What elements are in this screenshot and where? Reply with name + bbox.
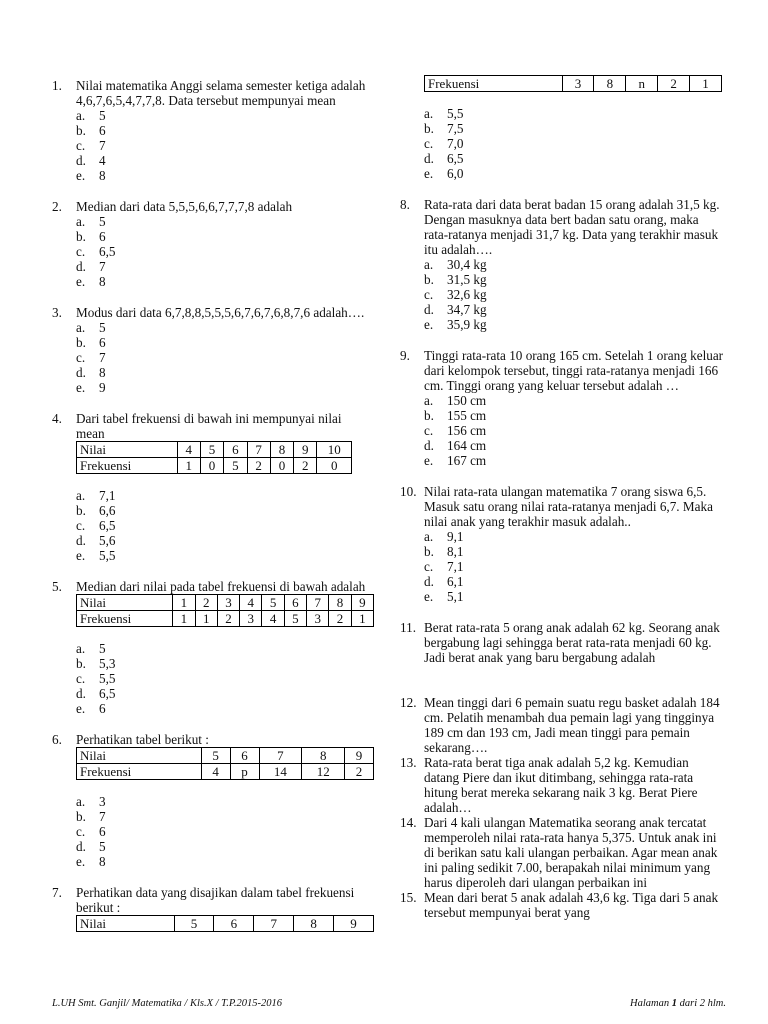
answer-option [76, 641, 372, 656]
option-letter: d. [76, 686, 86, 701]
answer-option [76, 138, 372, 153]
option-text: 5,1 [447, 589, 464, 604]
answer-option [76, 274, 372, 289]
option-text: 6,5 [447, 151, 464, 166]
answer-option [424, 589, 725, 604]
answer-option [424, 559, 725, 574]
table-cell: 8 [302, 748, 345, 764]
answer-option [76, 320, 372, 335]
table-cell: 5 [284, 611, 306, 627]
table-row [77, 442, 352, 458]
table-cell: 1 [173, 595, 195, 611]
option-text: 8,1 [447, 544, 464, 559]
answer-option [76, 229, 372, 244]
answer-option [76, 839, 372, 854]
option-text: 7 [99, 259, 106, 274]
question-text: Median dari data 5,5,5,6,6,7,7,7,8 adalah [76, 199, 293, 214]
table-cell: 7 [259, 748, 302, 764]
option-text: 6 [99, 824, 106, 839]
option-text: 7 [99, 809, 106, 824]
table-cell: 1 [177, 458, 200, 474]
option-letter: e. [76, 854, 86, 869]
table-row [77, 458, 352, 474]
table-cell: 2 [247, 458, 270, 474]
question-text: Perhatikan tabel berikut : [76, 732, 209, 747]
table-row-label: Nilai [77, 442, 178, 458]
option-letter: d. [76, 533, 86, 548]
answer-options [76, 488, 372, 563]
question-7 [52, 885, 372, 932]
table-cell: 9 [294, 442, 317, 458]
table-row [77, 611, 374, 627]
option-text: 164 cm [447, 438, 487, 453]
table-cell: 3 [562, 76, 594, 92]
answer-option [76, 656, 372, 671]
question-2 [52, 199, 372, 289]
option-letter: e. [76, 168, 86, 183]
option-letter: b. [76, 123, 86, 138]
option-text: 6,5 [99, 686, 116, 701]
answer-option [76, 259, 372, 274]
option-letter: e. [424, 317, 434, 332]
question-number: 9. [400, 348, 410, 363]
option-text: 155 cm [447, 408, 487, 423]
option-text: 5 [99, 839, 106, 854]
option-letter: d. [424, 438, 434, 453]
option-letter: b. [424, 121, 434, 136]
answer-option [424, 136, 725, 151]
table-cell: 0 [317, 458, 352, 474]
table-row-label: Frekuensi [77, 764, 202, 780]
table-cell: 9 [334, 916, 374, 932]
table-cell: 8 [594, 76, 626, 92]
option-text: 34,7 kg [447, 302, 487, 317]
option-text: 5 [99, 320, 106, 335]
option-text: 7,1 [99, 488, 116, 503]
option-letter: b. [424, 272, 434, 287]
question-number: 3. [52, 305, 62, 320]
option-letter: b. [76, 229, 86, 244]
table-cell: 5 [174, 916, 214, 932]
option-letter: d. [424, 302, 434, 317]
table-cell: n [626, 76, 658, 92]
answer-option [424, 423, 725, 438]
option-letter: e. [76, 701, 86, 716]
table-cell: 2 [329, 611, 351, 627]
answer-option [76, 503, 372, 518]
table-cell: 3 [217, 595, 239, 611]
option-text: 9 [99, 380, 106, 395]
answer-options [76, 320, 372, 395]
table-cell: 2 [217, 611, 239, 627]
option-text: 6,0 [447, 166, 464, 181]
option-letter: c. [424, 423, 434, 438]
question-number: 15. [400, 890, 417, 905]
option-letter: b. [424, 408, 434, 423]
answer-option [76, 548, 372, 563]
answer-option [424, 393, 725, 408]
table-cell: 6 [224, 442, 247, 458]
table-cell: 6 [214, 916, 254, 932]
question-8 [400, 197, 725, 332]
table-cell: 7 [307, 595, 329, 611]
option-text: 5,5 [99, 548, 116, 563]
option-text: 6 [99, 701, 106, 716]
answer-option [424, 151, 725, 166]
question-text: Berat rata-rata 5 orang anak adalah 62 kg. Seorang anak bergabung lagi sehingga berat rata-rata menjadi 60 kg. Jadi berat anak yang baru bergabung adalah [424, 620, 720, 665]
table-cell: 5 [200, 442, 223, 458]
option-letter: d. [424, 151, 434, 166]
question-text: Mean tinggi dari 6 pemain suatu regu basket adalah 184 cm. Pelatih menambah dua pemain lagi yang tingginya 189 cm dan 193 cm, Jadi mean tinggi para pemain sekarang…. [424, 695, 720, 755]
question-number: 5. [52, 579, 62, 594]
option-text: 9,1 [447, 529, 464, 544]
answer-option [76, 488, 372, 503]
answer-option [76, 533, 372, 548]
answer-option [424, 408, 725, 423]
answer-option [76, 701, 372, 716]
option-letter: a. [76, 320, 86, 335]
footer-page-prefix: Halaman [630, 998, 672, 1009]
footer-page-number: 1 [671, 998, 677, 1009]
question-number: 10. [400, 484, 417, 499]
option-letter: b. [76, 335, 86, 350]
table-cell: 14 [259, 764, 302, 780]
option-text: 31,5 kg [447, 272, 487, 287]
question-15 [400, 890, 725, 920]
option-letter: b. [76, 656, 86, 671]
option-text: 6 [99, 335, 106, 350]
table-cell: 8 [329, 595, 351, 611]
option-text: 8 [99, 365, 106, 380]
option-text: 6,1 [447, 574, 464, 589]
table-cell: 9 [345, 748, 374, 764]
table-row [77, 595, 374, 611]
table-cell: 6 [284, 595, 306, 611]
question-text: Dari tabel frekuensi di bawah ini mempunyai nilai mean [76, 411, 342, 441]
answer-option [424, 438, 725, 453]
question-text: Rata-rata berat tiga anak adalah 5,2 kg. Kemudian datang Piere dan ikut ditimbang, sehingga rata-rata hitung berat mereka sekarang naik 3 kg. Berat Piere adalah… [424, 755, 698, 815]
option-letter: c. [424, 287, 434, 302]
question-number: 1. [52, 78, 62, 93]
option-letter: a. [424, 106, 434, 121]
answer-option [424, 257, 725, 272]
option-letter: a. [424, 529, 434, 544]
question-number: 7. [52, 885, 62, 900]
table-cell: 1 [351, 611, 373, 627]
answer-option [76, 244, 372, 259]
table-cell: 4 [201, 764, 230, 780]
option-letter: e. [76, 548, 86, 563]
question-text: Tinggi rata-rata 10 orang 165 cm. Setelah 1 orang keluar dari kelompok tersebut, tinggi rata-ratanya menjadi 166 cm. Tinggi orang yang keluar tersebut adalah … [424, 348, 724, 393]
option-text: 156 cm [447, 423, 487, 438]
table-cell: 3 [307, 611, 329, 627]
table-cell: 0 [270, 458, 293, 474]
answer-option [76, 686, 372, 701]
answer-option [76, 809, 372, 824]
option-text: 5,5 [99, 671, 116, 686]
question-4 [52, 411, 372, 563]
option-text: 150 cm [447, 393, 487, 408]
footer-right [630, 996, 726, 1011]
answer-option [424, 574, 725, 589]
table-cell: 5 [224, 458, 247, 474]
option-text: 6 [99, 123, 106, 138]
question-text: Rata-rata dari data berat badan 15 orang adalah 31,5 kg. Dengan masuknya data bert badan satu orang, maka rata-ratanya menjadi 31,7 kg. Data yang terakhir masuk itu adalah…. [424, 197, 720, 257]
question-3 [52, 305, 372, 395]
table-cell: 6 [230, 748, 259, 764]
table-cell: 0 [200, 458, 223, 474]
question-7-continuation [400, 75, 725, 181]
footer-page-suffix: dari 2 hlm. [676, 998, 726, 1009]
answer-option [76, 380, 372, 395]
table-cell: 4 [240, 595, 262, 611]
option-text: 32,6 kg [447, 287, 487, 302]
table-row-label: Nilai [77, 916, 175, 932]
table-row [77, 748, 374, 764]
question-number: 12. [400, 695, 417, 710]
option-text: 7,5 [447, 121, 464, 136]
option-text: 5,5 [447, 106, 464, 121]
option-text: 6,5 [99, 244, 116, 259]
table-cell: 8 [270, 442, 293, 458]
frequency-table [76, 594, 374, 627]
option-letter: d. [424, 574, 434, 589]
answer-options [76, 794, 372, 869]
answer-option [76, 794, 372, 809]
question-number: 4. [52, 411, 62, 426]
answer-option [76, 123, 372, 138]
option-letter: c. [76, 518, 86, 533]
table-cell: 1 [173, 611, 195, 627]
answer-option [76, 350, 372, 365]
frequency-table [424, 75, 722, 92]
option-text: 6 [99, 229, 106, 244]
table-cell: 2 [345, 764, 374, 780]
answer-options [424, 106, 725, 181]
table-cell: 1 [690, 76, 722, 92]
table-cell: 4 [177, 442, 200, 458]
table-cell: 2 [294, 458, 317, 474]
option-text: 5 [99, 108, 106, 123]
answer-option [76, 365, 372, 380]
option-text: 7,0 [447, 136, 464, 151]
answer-options [76, 214, 372, 289]
answer-option [424, 121, 725, 136]
question-13 [400, 755, 725, 815]
question-text: Median dari nilai pada tabel frekuensi di bawah adalah [76, 579, 366, 594]
option-letter: d. [76, 839, 86, 854]
answer-option [76, 518, 372, 533]
question-number: 11. [400, 620, 416, 635]
answer-options [424, 257, 725, 332]
answer-option [76, 671, 372, 686]
answer-options [76, 641, 372, 716]
question-1 [52, 78, 372, 183]
answer-option [76, 108, 372, 123]
footer-left: L.UH Smt. Ganjil/ Matematika / Kls.X / T.P.2015-2016 [52, 998, 283, 1009]
question-text: Nilai rata-rata ulangan matematika 7 orang siswa 6,5. Masuk satu orang nilai rata-ratanya menjadi 6,7. Maka nilai anak yang terakhir masuk adalah.. [424, 484, 713, 529]
question-number: 8. [400, 197, 410, 212]
question-text: Dari 4 kali ulangan Matematika seorang anak tercatat memperoleh nilai rata-rata hanya 5,375. Untuk anak ini di berikan satu kali ulangan perbaikan. Agar mean anak ini paling sedikit 7.00, berapakah nilai minimum yang harus diperoleh dari ulangan perbaikan ini [424, 815, 718, 890]
option-letter: e. [76, 380, 86, 395]
answer-option [424, 317, 725, 332]
option-letter: c. [76, 350, 86, 365]
question-number: 6. [52, 732, 62, 747]
option-text: 35,9 kg [447, 317, 487, 332]
question-text: Perhatikan data yang disajikan dalam tabel frekuensi berikut : [76, 885, 355, 915]
question-text: Mean dari berat 5 anak adalah 43,6 kg. Tiga dari 5 anak tersebut mempunyai berat yang [424, 890, 719, 920]
option-letter: c. [76, 244, 86, 259]
option-text: 30,4 kg [447, 257, 487, 272]
option-letter: d. [76, 153, 86, 168]
option-letter: c. [424, 559, 434, 574]
frequency-table [76, 441, 352, 474]
option-letter: a. [424, 257, 434, 272]
option-text: 5,3 [99, 656, 116, 671]
answer-options [424, 393, 725, 468]
answer-options [424, 529, 725, 604]
option-letter: c. [76, 671, 86, 686]
option-letter: d. [76, 259, 86, 274]
option-text: 7 [99, 138, 106, 153]
option-text: 5,6 [99, 533, 116, 548]
table-row [425, 76, 722, 92]
option-text: 6,6 [99, 503, 116, 518]
table-row [77, 764, 374, 780]
option-text: 8 [99, 854, 106, 869]
right-column [400, 78, 725, 920]
option-text: 4 [99, 153, 106, 168]
question-6 [52, 732, 372, 869]
table-cell: 8 [294, 916, 334, 932]
answer-option [76, 335, 372, 350]
question-12 [400, 695, 725, 755]
answer-option [424, 453, 725, 468]
question-text: Modus dari data 6,7,8,8,5,5,5,6,7,6,7,6,8,7,6 adalah…. [76, 305, 365, 320]
answer-option [424, 287, 725, 302]
answer-option [424, 106, 725, 121]
option-letter: e. [424, 589, 434, 604]
option-letter: a. [76, 488, 86, 503]
answer-option [424, 302, 725, 317]
option-letter: d. [76, 365, 86, 380]
option-letter: b. [424, 544, 434, 559]
answer-option [424, 529, 725, 544]
question-text: Nilai matematika Anggi selama semester ketiga adalah 4,6,7,6,5,4,7,7,8. Data tersebut mempunyai mean [76, 78, 366, 108]
option-text: 8 [99, 168, 106, 183]
answer-option [76, 854, 372, 869]
table-cell: 12 [302, 764, 345, 780]
option-letter: b. [76, 503, 86, 518]
option-text: 5 [99, 641, 106, 656]
option-letter: e. [424, 453, 434, 468]
option-text: 5 [99, 214, 106, 229]
table-cell: 7 [247, 442, 270, 458]
table-row-label: Nilai [77, 748, 202, 764]
answer-option [76, 824, 372, 839]
table-cell: 5 [262, 595, 284, 611]
question-5 [52, 579, 372, 716]
answer-option [76, 168, 372, 183]
left-column [52, 78, 372, 932]
option-text: 6,5 [99, 518, 116, 533]
option-letter: a. [76, 108, 86, 123]
option-text: 3 [99, 794, 106, 809]
option-letter: e. [424, 166, 434, 181]
question-10 [400, 484, 725, 604]
option-letter: a. [76, 641, 86, 656]
answer-option [424, 166, 725, 181]
question-14 [400, 815, 725, 890]
table-cell: 7 [254, 916, 294, 932]
answer-option [424, 544, 725, 559]
table-cell: 10 [317, 442, 352, 458]
option-letter: c. [76, 824, 86, 839]
frequency-table [76, 747, 374, 780]
option-letter: a. [76, 794, 86, 809]
frequency-table [76, 915, 374, 932]
option-text: 8 [99, 274, 106, 289]
table-cell: 3 [240, 611, 262, 627]
option-letter: c. [76, 138, 86, 153]
answer-option [424, 272, 725, 287]
answer-option [76, 214, 372, 229]
table-cell: 2 [658, 76, 690, 92]
option-letter: b. [76, 809, 86, 824]
question-number: 2. [52, 199, 62, 214]
question-number: 13. [400, 755, 417, 770]
table-cell: 2 [195, 595, 217, 611]
option-text: 167 cm [447, 453, 487, 468]
table-row [77, 916, 374, 932]
option-letter: a. [424, 393, 434, 408]
question-11 [400, 620, 725, 679]
option-letter: a. [76, 214, 86, 229]
table-cell: 1 [195, 611, 217, 627]
question-number: 14. [400, 815, 417, 830]
table-row-label: Nilai [77, 595, 173, 611]
table-row-label: Frekuensi [77, 458, 178, 474]
table-row-label: Frekuensi [425, 76, 563, 92]
option-text: 7 [99, 350, 106, 365]
question-9 [400, 348, 725, 468]
answer-options [76, 108, 372, 183]
answer-option [76, 153, 372, 168]
option-text: 7,1 [447, 559, 464, 574]
option-letter: e. [76, 274, 86, 289]
table-row-label: Frekuensi [77, 611, 173, 627]
table-cell: 9 [351, 595, 373, 611]
table-cell: 5 [201, 748, 230, 764]
table-cell: 4 [262, 611, 284, 627]
option-letter: c. [424, 136, 434, 151]
table-cell: p [230, 764, 259, 780]
